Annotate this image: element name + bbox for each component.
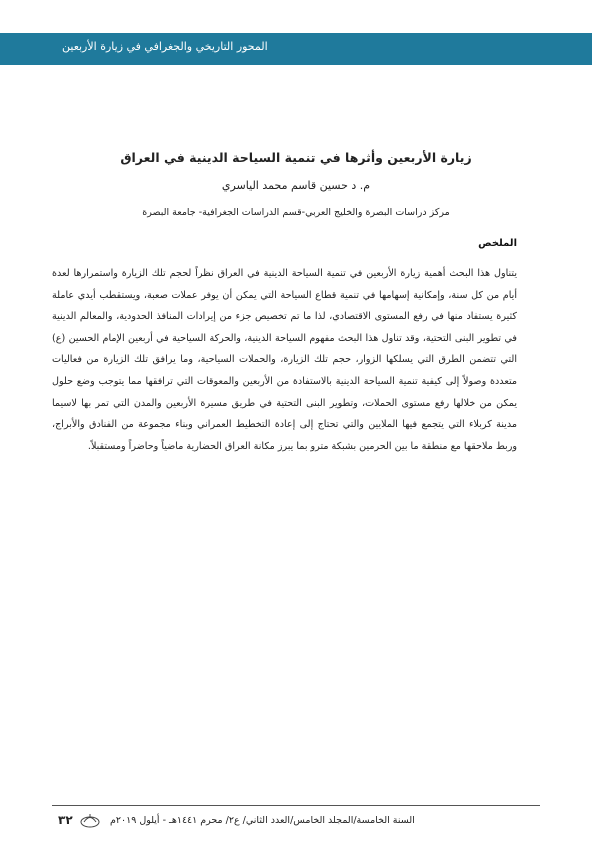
abstract-heading: الملخص [478, 238, 517, 249]
footer-divider [52, 805, 540, 806]
footer-issue-info: السنة الخامسة/المجلد الخامس/العدد الثاني/ ع٢/ محرم ١٤٤١هـ - أيلول ٢٠١٩م [110, 815, 415, 826]
running-header-text: المحور التاريخي والجغرافي في زيارة الأربعين [62, 40, 268, 53]
journal-emblem-icon [80, 812, 100, 828]
abstract-body: يتناول هذا البحث أهمية زيارة الأربعين في تنمية السياحة الدينية في العراق نظراً لحجم تلك الزيارة واستمرارها لعدة أيام من كل سنة، وإمكانية إسهامها في تنمية قطاع السياحة التي يمكن أن يوفر عملات صعبة، ويستقطب أيدي عاملة كثيرة يستفاد منها في رفع المستوى الاقتصادي، لذا ما تم تخصيص جزء من إيرادات المنافذ الحدودية، والمعالم الدينية في تطوير البنى التحتية، وقد تناول هذا البحث مفهوم السياحة الدينية، والحركة السياحية في أربعين الإمام الحسين (ع) التي تتضمن الطرق التي يسلكها الزوار، حجم تلك الزيارة، والحملات السياحية، وما يرافق تلك الزيارة من فعاليات متعددة وصولاً إلى كيفية تنمية السياحة الدينية بالاستفادة من الأربعين والمعوقات التي ترافقها مما يتوجب وضع حلول يمكن من خلالها رفع مستوى الحملات، وتطوير البنى التحتية في طريق مسيرة الأربعين والمدن التي تمر بها لاسيما مدينة كربلاء التي يتجمع فيها الملايين والتي تحتاج إلى إعادة التخطيط العمراني وبناء مجموعة من الفنادق والأبراج، وربط ملاحقها مع منطقة ما بين الحرمين بشبكة مترو بما يبرز مكانة العراق الحضارية ماضياً وحاضراً ومستقبلاً. [52, 268, 517, 452]
author-affiliation: مركز دراسات البصرة والخليج العربي-قسم الدراسات الجغرافية- جامعة البصرة [142, 207, 450, 218]
article-title: زيارة الأربعين وأثرها في تنمية السياحة الدينية في العراق [120, 150, 472, 165]
page-number: ٣٢ [58, 813, 73, 827]
running-header-bar [0, 33, 592, 65]
author-name: م. د حسين قاسم محمد الياسري [221, 179, 371, 192]
